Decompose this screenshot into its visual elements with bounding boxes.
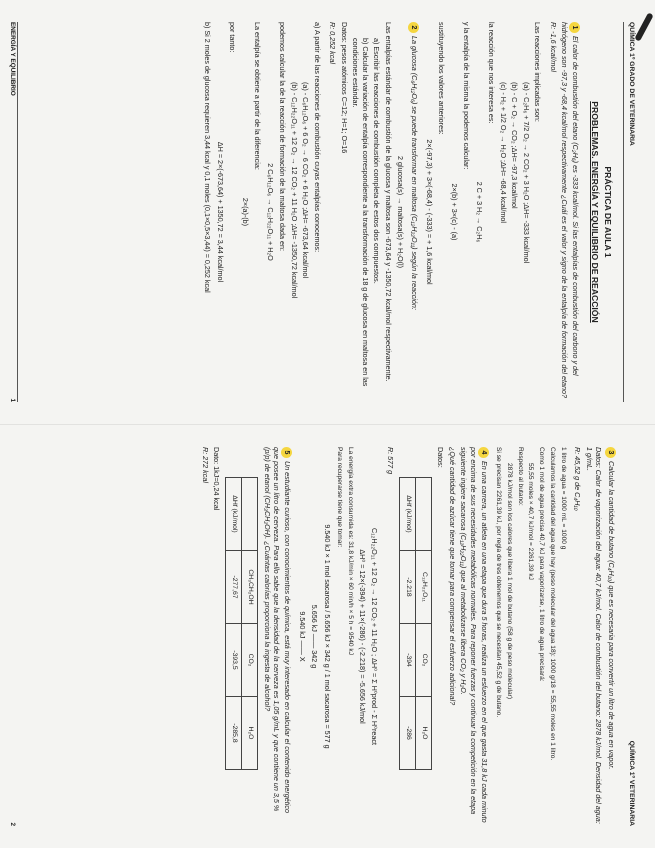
solution-text: podemos calcular la de la reacción de formación de la maltosa dada en: [278,22,288,251]
page-2 [0,424,655,848]
solution-text: 55,55 moles × 40,7 kJ/mol = 2261,39 kJ [527,463,535,580]
reaction-line: 9.540 kJ × 1 mol sacarosa / 5.656 kJ × 342 g / 1 mol sacarosa = 577 g [322,524,332,749]
reaction-line: 2×(a)-(b) [240,197,250,227]
solution-text: Para recuperarse tiene que tomar: [336,447,344,548]
problem-question: b) Calcular la variación de entalpía correspondiente a la transformación de 18 g de glucosa en maltosa en las condiciones estándar. [351,38,370,387]
enthalpy-table [225,477,258,770]
table-cell: CH₃CH₂OH [242,551,258,624]
reaction-line: (b) - C + O₂ → CO₂ ;ΔH= -97,3 kcal/mol [510,82,520,209]
table-cell: ΔHf (kJ/mol) [399,478,415,551]
problem-data: Datos: Calor de vaporización del agua: 40,7 kJ/mol. Calor de combustión del butano: 2878 kJ/mol. Densidad del agua: 1 g/mL. [584,447,604,824]
solution-text: Las reacciones implicadas son: [533,22,543,122]
solution-text: 1 litro de agua = 1000 mL = 1000 g [559,447,567,550]
problem-statement: La glucosa (C₆H₁₂O₆) se puede transformar en maltosa (C₁₂H₂₂O₁₁) según la reacción: [410,36,420,310]
enthalpy-table [399,477,432,770]
table-row [399,478,415,770]
table-row [226,478,242,770]
problem-data: Datos: [436,447,446,468]
solution-text: la reacción que nos interesa es: [487,22,497,124]
table-cell: CO₂ [415,624,431,697]
problem-data: Las entalpías estándar de combustión de la glucosa y maltosa son -673,64 y -1350,72 kcal/mol respectivamente. [383,22,393,382]
table-cell: -286 [399,697,415,770]
page-number: 2 [9,822,17,826]
reaction-line: 2 C₆H₁₂O₆ → C₁₂H₂₂O₁₁ + H₂O [265,163,275,261]
problem-statement: En una carrera, un atleta en una etapa que dura 5 horas, realiza un esfuerzo en el que gasta 31,8 kJ cada minuto por encima de sus necesidades metabólicas normales. Para reponer fuerzas y continuar la competición en la etapa siguiente ingiere sacarosa (C₁₂H₂₂O₁₁) que al metabolizarse libera CO₂ y H₂O. [459,447,489,823]
footer-label: ENERGÍA Y EQUILIBRIO [9,22,17,96]
problem-number-badge: 3 [605,447,616,458]
page-number: 1 [9,398,17,402]
problem-1 [424,22,580,402]
page-subtitle: PROBLEMAS. ENERGÍA Y EQUILIBRIO DE REACCIÓN [589,101,600,323]
problem-3 [494,447,616,826]
table-cell: C₁₂H₂₂O₁₁ [415,551,431,624]
page-title: PRÁCTICA DE AULA 1 [603,166,614,258]
problem-question: ¿Qué cantidad de azúcar tiene que tomar para compensar el esfuerzo adicional? [447,447,457,706]
table-cell: CO₂ [242,624,258,697]
problem-number-badge: 4 [478,447,489,458]
solution-text: 2878 kJ/mol son los calores que libera 1 mol de butano (58 g de peso molecular) [506,463,514,700]
problem-question: a) Escribir las reacciones de combustión completa de estos dos compuestos. [372,38,382,284]
reaction-line: ΔH = 2×(-673,64) + 1350,72 = 3,44 kcal/mol [215,141,225,283]
solution-text: por tanto: [228,22,238,53]
problem-number-badge: 5 [281,447,292,458]
problem-result: R: 45,52 g de C₄H₁₀ [573,447,583,511]
problem-number-badge: 2 [408,22,419,33]
solution-text: sustituyendo los valores anteriores: [437,22,447,135]
solution-text: Respecto al butano: [516,447,524,506]
reaction-line: 2 glucosa(s) → maltosa(s) + H₂O(l) [396,155,406,269]
problem-number-badge: 1 [569,22,580,33]
solution-text: a) A partir de las reacciones de combustión cuyas entalpías conocemos: [312,22,322,253]
page-header: QUÍMICA 1º VETERINARIA [628,740,635,826]
page-footer [8,22,18,402]
reaction-line: 2×(b) + 3×(c) - (a) [449,183,459,241]
table-row [415,478,431,770]
table-cell: H₂O [415,697,431,770]
reaction-line: 2×(-97,3) + 3×(-68,4) - (-333) = + 1,6 kcal/mol [424,139,434,285]
problem-statement: Un estudiante curioso, con conocimientos de química, está muy interesado en calcular el contenido energético que posee un litro de cerveza. Para ello sabe que la densidad de la cerveza es 1,05 g/mL y que contiene un 3,5 % (p/p) de etanol (CH₃CH₂OH). ¿Cuántas calorías proporciona la ingesta de alcohol? [262,447,293,813]
problem-statement: Calcular la cantidad de butano (C₄H₁₀) que es necesaria para convertir un litro de agua en vapor. [607,461,617,770]
table-cell: -393,5 [226,624,242,697]
table-cell: -285,8 [226,697,242,770]
table-cell: -2.218 [399,551,415,624]
reaction-line: (a) - C₂H₆ + 7/2 O₂ → 2 CO₂ + 3 H₂O ;ΔH= -333 kcal/mol [521,82,531,264]
table-cell: H₂O [242,697,258,770]
solution-text: y la entalpía de la misma la podemos calcular: [462,22,472,170]
page-header: QUÍMICA 1º GRADO DE VETERINARIA [623,22,635,402]
table-cell: -394 [399,624,415,697]
table-cell: -277,67 [226,551,242,624]
solution-text: La entalpía se obtiene a partir de la diferencia: [253,22,263,170]
table-cell: ΔHf (kJ/mol) [226,478,242,551]
problem-result: R: 0,252 kcal [328,22,338,64]
reaction-line: (a) - C₆H₁₂O₆ + 6 O₂ → 6 CO₂ + 6 H₂O ;ΔH= -673,64 kcal/mol [301,82,311,279]
table-cell [415,478,431,551]
reaction-line: (c) - H₂ + 1/2 O₂ → H₂O ;ΔH= -68,4 kcal/mol [498,82,508,223]
problem-result: R: 272 kcal [200,447,210,483]
problem-5 [200,447,292,826]
solution-text: La energía extra consumida es: 31,8 kJ/min × 60 min/h × 5 h = 9540 kJ [347,447,355,656]
solution-text: Como 1 mol de agua precisa 40,7 kJ para vaporizarse, 1 litro de agua precisará: [538,447,546,682]
problem-data: Datos: pesos atómicos C=12; H=1; O=16 [339,22,349,154]
reaction-line: 2 C + 3 H₂ → C₂H₆ [474,181,484,243]
reaction-line: 9.540 kJ —— X [297,611,307,662]
problem-result: R: 577 g [385,447,395,475]
reaction-line: C₁₂H₂₂O₁₁ + 12 O₂ → 12 CO₂ + 11 H₂O ; ΔH⁰ = Σ H⁰prod - Σ H⁰react [370,528,380,745]
problem-2 [203,22,420,402]
problem-result: R: -1,6 kcal/mol [548,22,558,72]
problem-statement: El calor de combustión del etano (C₂H₆) es -333 kcal/mol. Si las entalpías de combustión del carbono y del hidrógeno son -97,3 y -68,4 kcal/mol respectivamente ¿Cuál es el valor y signo de la entalpía de formación del etano? [560,22,581,398]
problem-data: Dato: 1kJ=0,24 kcal [212,447,222,511]
solution-text: b) Si 2 moles de glucosa requieren 3,44 kcal y 0,1 moles (0,1×0,5×3,44) = 0,252 kcal [203,22,213,293]
reaction-line: ΔH⁰ = 12×(-394) + 11×(-286) - (-2.218) = -5.656 kJ/mol [357,549,367,724]
table-cell [242,478,258,551]
problem-4 [297,447,488,826]
reaction-line: 5.656 kJ —— 342 g [310,604,320,669]
solution-text: Calculamos la cantidad del agua que hay (peso molecular del agua 18): 1000 g/18 = 55,55 moles en 1 litro. [548,447,556,761]
reaction-line: (b) - C₁₂H₂₂O₁₁ + 12 O₂ → 12 CO₂ + 11 H₂O ;ΔH= -1350,72 kcal/mol [289,82,299,299]
table-row [242,478,258,770]
solution-text: Si se precisan 2261,39 kJ, por regla de tres obtenemos que se necesitan 45,52 g de butano. [495,447,503,718]
